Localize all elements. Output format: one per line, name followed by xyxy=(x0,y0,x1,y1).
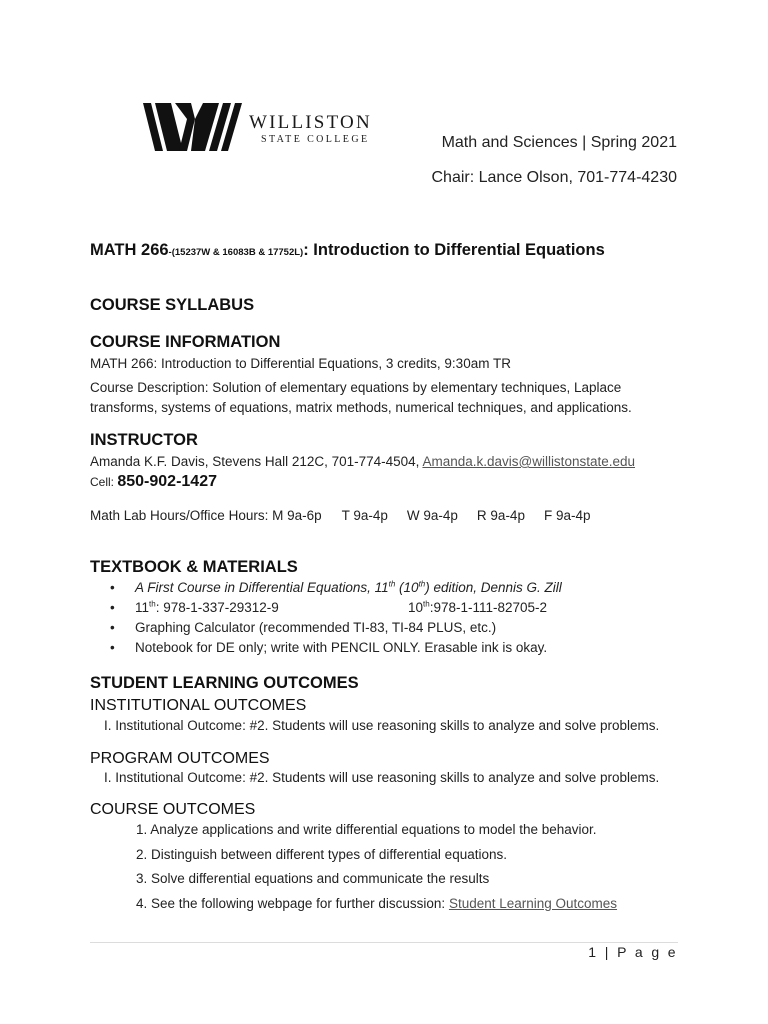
hours-monday: Math Lab Hours/Office Hours: M 9a-6p xyxy=(90,508,322,523)
course-info-heading: COURSE INFORMATION xyxy=(90,333,281,351)
instructor-heading: INSTRUCTOR xyxy=(90,431,198,449)
cell-label: Cell: xyxy=(90,475,118,489)
college-logo xyxy=(143,103,393,153)
textbook-heading: TEXTBOOK & MATERIALS xyxy=(90,558,298,576)
isbn10-a: 10 xyxy=(408,600,424,615)
isbn11-b: : 978-1-337-29312-9 xyxy=(155,600,279,615)
program-outcome-text: I. Institutional Outcome: #2. Students will use reasoning skills to analyze and solve problems. xyxy=(104,770,660,785)
chair-info: Chair: Lance Olson, 701-774-4230 xyxy=(431,169,677,186)
course-sections: -(15237W & 16083B & 17752L) xyxy=(168,247,304,258)
course-description-line2: transforms, systems of equations, matrix methods, numerical techniques, and applications. xyxy=(90,400,632,415)
bullet: • xyxy=(110,580,115,595)
isbn-10th xyxy=(408,598,547,618)
page-number: 1 | P a g e xyxy=(588,944,678,960)
logo-name: WILLISTON xyxy=(249,112,372,133)
department-term: Math and Sciences | Spring 2021 xyxy=(441,134,677,151)
book-title-a: A First Course in Differential Equations, 11 xyxy=(135,580,389,595)
cell-number: 850-902-1427 xyxy=(117,473,217,490)
syllabus-heading: COURSE SYLLABUS xyxy=(90,296,255,314)
isbn11-sup: th xyxy=(149,599,156,609)
course-outcome-3: 3. Solve differential equations and communicate the results xyxy=(136,871,490,886)
course-title xyxy=(90,241,605,260)
williston-w-logo-icon xyxy=(143,103,243,151)
calculator-item: Graphing Calculator (recommended TI-83, TI-84 PLUS, etc.) xyxy=(135,620,497,635)
book-title-c: ) edition, Dennis G. Zill xyxy=(425,580,562,595)
course-outcome-1: 1. Analyze applications and write differential equations to model the behavior. xyxy=(136,822,597,837)
book-sup1: th xyxy=(388,579,396,589)
isbn10-sup: th xyxy=(423,599,430,609)
instructor-email-link[interactable]: Amanda.k.davis@willistonstate.edu xyxy=(422,454,635,469)
instructor-cell xyxy=(90,472,217,492)
textbook-title xyxy=(135,578,562,598)
course-outcome-2: 2. Distinguish between different types of differential equations. xyxy=(136,847,507,862)
isbn-11th xyxy=(135,598,279,618)
outcomes-link[interactable]: Student Learning Outcomes xyxy=(448,896,618,911)
instructor-contact xyxy=(90,452,635,472)
course-outcomes-heading: COURSE OUTCOMES xyxy=(90,801,256,818)
course-name: : Introduction to Differential Equations xyxy=(303,241,605,259)
hours-thursday: R 9a-4p xyxy=(476,508,525,523)
notebook-item: Notebook for DE only; write with PENCIL ONLY. Erasable ink is okay. xyxy=(135,640,548,655)
logo-subtitle: STATE COLLEGE xyxy=(261,134,370,145)
course-outcome-4 xyxy=(136,894,617,914)
list-item xyxy=(110,618,670,638)
hours-wednesday: W 9a-4p xyxy=(406,508,458,523)
isbn10-b: :978-1-111-82705-2 xyxy=(429,600,548,615)
outcomes-heading: STUDENT LEARNING OUTCOMES xyxy=(90,674,359,692)
list-item xyxy=(110,578,670,598)
textbook-list xyxy=(110,578,670,658)
list-item xyxy=(110,638,670,658)
bullet: • xyxy=(110,640,115,655)
instructor-line: Amanda K.F. Davis, Stevens Hall 212C, 701-774-4504, xyxy=(90,454,423,469)
hours-tuesday: T 9a-4p xyxy=(341,508,388,523)
isbn11-a: 11 xyxy=(135,600,150,615)
course-description-line1: Course Description: Solution of elementary equations by elementary techniques, Laplace xyxy=(90,380,622,395)
book-title-b: (10 xyxy=(395,580,419,595)
office-hours xyxy=(90,506,590,526)
course-code: MATH 266 xyxy=(90,241,169,259)
institutional-outcome-text: I. Institutional Outcome: #2. Students will use reasoning skills to analyze and solve problems. xyxy=(104,718,660,733)
bullet: • xyxy=(110,620,115,635)
course-outcome-4-text: 4. See the following webpage for further discussion: xyxy=(136,896,449,911)
book-sup2: th xyxy=(418,579,426,589)
list-item xyxy=(110,598,670,618)
institutional-outcomes-heading: INSTITUTIONAL OUTCOMES xyxy=(90,697,307,714)
program-outcomes-heading: PROGRAM OUTCOMES xyxy=(90,750,270,767)
course-info-line: MATH 266: Introduction to Differential Equations, 3 credits, 9:30am TR xyxy=(90,356,511,371)
footer-divider xyxy=(90,942,678,943)
bullet: • xyxy=(110,600,115,615)
hours-friday: F 9a-4p xyxy=(543,508,591,523)
